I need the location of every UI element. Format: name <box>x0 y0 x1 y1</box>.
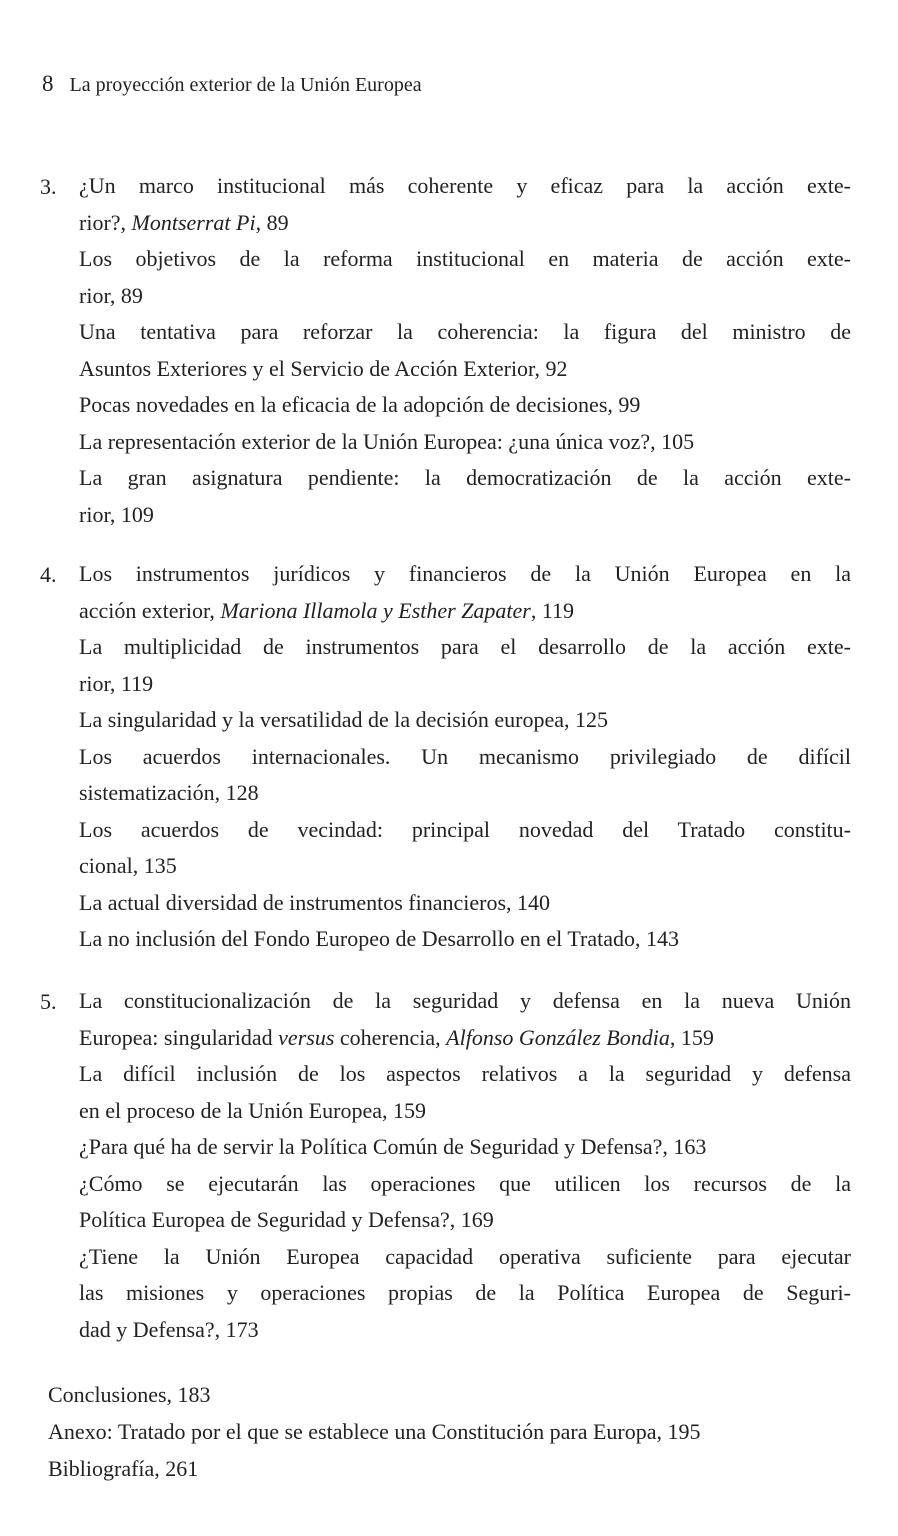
section-entry-line: ¿Cómo se ejecutarán las operaciones que utilicen los recursos de la <box>79 1170 851 1196</box>
section-entry-line: rior, 109 <box>79 501 154 527</box>
chapter-number: 5. <box>40 989 57 1014</box>
chapter-title-text: coherencia, <box>334 1024 447 1050</box>
section-entry-line: en el proceso de la Unión Europea, 159 <box>79 1097 426 1123</box>
back-matter-entry: Conclusiones, 183 <box>48 1382 211 1407</box>
running-head <box>42 70 422 99</box>
section-entry-line: Una tentativa para reforzar la coherencia: la figura del ministro de <box>79 319 851 344</box>
section-entry-line: las misiones y operaciones propias de la Política Europea de Seguri- <box>79 1280 851 1305</box>
chapter-title-line <box>79 1020 851 1057</box>
section-entry-line: Los acuerdos internacionales. Un mecanismo privilegiado de difícil <box>79 743 851 769</box>
chapter-page-ref: , 89 <box>255 209 289 235</box>
section-entry-line: Pocas novedades en la eficacia de la adopción de decisiones, 99 <box>79 392 641 417</box>
chapter-entries <box>79 556 851 958</box>
section-entry-line: ¿Tiene la Unión Europea capacidad operativa suficiente para ejecutar <box>79 1243 851 1269</box>
chapter-title-line: ¿Un marco institucional más coherente y eficaz para la acción exte- <box>79 173 851 198</box>
chapter-title-text: acción exterior, <box>79 597 221 623</box>
chapter-author: Mariona Illamola y Esther Zapater <box>220 597 531 623</box>
chapter-page-ref: , 119 <box>530 597 575 623</box>
running-head-title: La proyección exterior de la Unión Europea <box>69 74 422 96</box>
section-entry-line: rior, 89 <box>79 282 143 308</box>
chapter-title-text: rior?, <box>79 209 132 235</box>
section-entry-line: dad y Defensa?, 173 <box>79 1316 259 1342</box>
chapter-number: 4. <box>40 562 57 587</box>
chapter-entries <box>79 168 851 533</box>
section-entry-line: La no inclusión del Fondo Europeo de Desarrollo en el Tratado, 143 <box>79 926 680 951</box>
section-entry-line: sistematización, 128 <box>79 780 259 805</box>
chapter-title-line: Los instrumentos jurídicos y financieros de la Unión Europea en la <box>79 561 851 586</box>
section-entry-line: ¿Para qué ha de servir la Política Común de Seguridad y Defensa?, 163 <box>79 1134 707 1159</box>
section-entry-line: La representación exterior de la Unión Europea: ¿una única voz?, 105 <box>79 428 695 454</box>
chapter-page-ref: , 159 <box>669 1024 714 1050</box>
section-entry-line: La gran asignatura pendiente: la democratización de la acción exte- <box>79 465 851 490</box>
chapter-author: Alfonso González Bondia <box>446 1024 670 1050</box>
section-entry-line: cional, 135 <box>79 853 177 878</box>
back-matter-entry: Bibliografía, 261 <box>48 1456 199 1481</box>
back-matter-entry: Anexo: Tratado por el que se establece una Constitución para Europa, 195 <box>48 1419 701 1444</box>
section-entry-line: La multiplicidad de instrumentos para el desarrollo de la acción exte- <box>79 634 851 659</box>
chapter-title-line: La constitucionalización de la seguridad y defensa en la nueva Unión <box>79 988 851 1013</box>
section-entry-line: rior, 119 <box>79 670 154 696</box>
page-number: 8 <box>42 71 54 96</box>
section-entry-line: Política Europea de Seguridad y Defensa?, 169 <box>79 1207 494 1232</box>
chapter-title-line <box>79 593 851 630</box>
section-entry-line: La difícil inclusión de los aspectos relativos a la seguridad y defensa <box>79 1061 851 1086</box>
chapter-author: Montserrat Pi <box>131 209 256 235</box>
back-matter <box>48 1376 851 1487</box>
chapter-number: 3. <box>40 174 57 199</box>
section-entry-line: Asuntos Exteriores y el Servicio de Acción Exterior, 92 <box>79 355 568 381</box>
section-entry-line: La actual diversidad de instrumentos financieros, 140 <box>79 889 551 915</box>
chapter-title-italic: versus <box>278 1024 335 1050</box>
section-entry-line: Los objetivos de la reforma institucional en materia de acción exte- <box>79 246 851 271</box>
chapter-title-text: Europea: singularidad <box>79 1024 279 1050</box>
section-entry-line: Los acuerdos de vecindad: principal novedad del Tratado constitu- <box>79 816 851 842</box>
section-entry-line: La singularidad y la versatilidad de la decisión europea, 125 <box>79 707 609 732</box>
chapter-entries <box>79 983 851 1348</box>
chapter-title-line <box>79 205 851 242</box>
